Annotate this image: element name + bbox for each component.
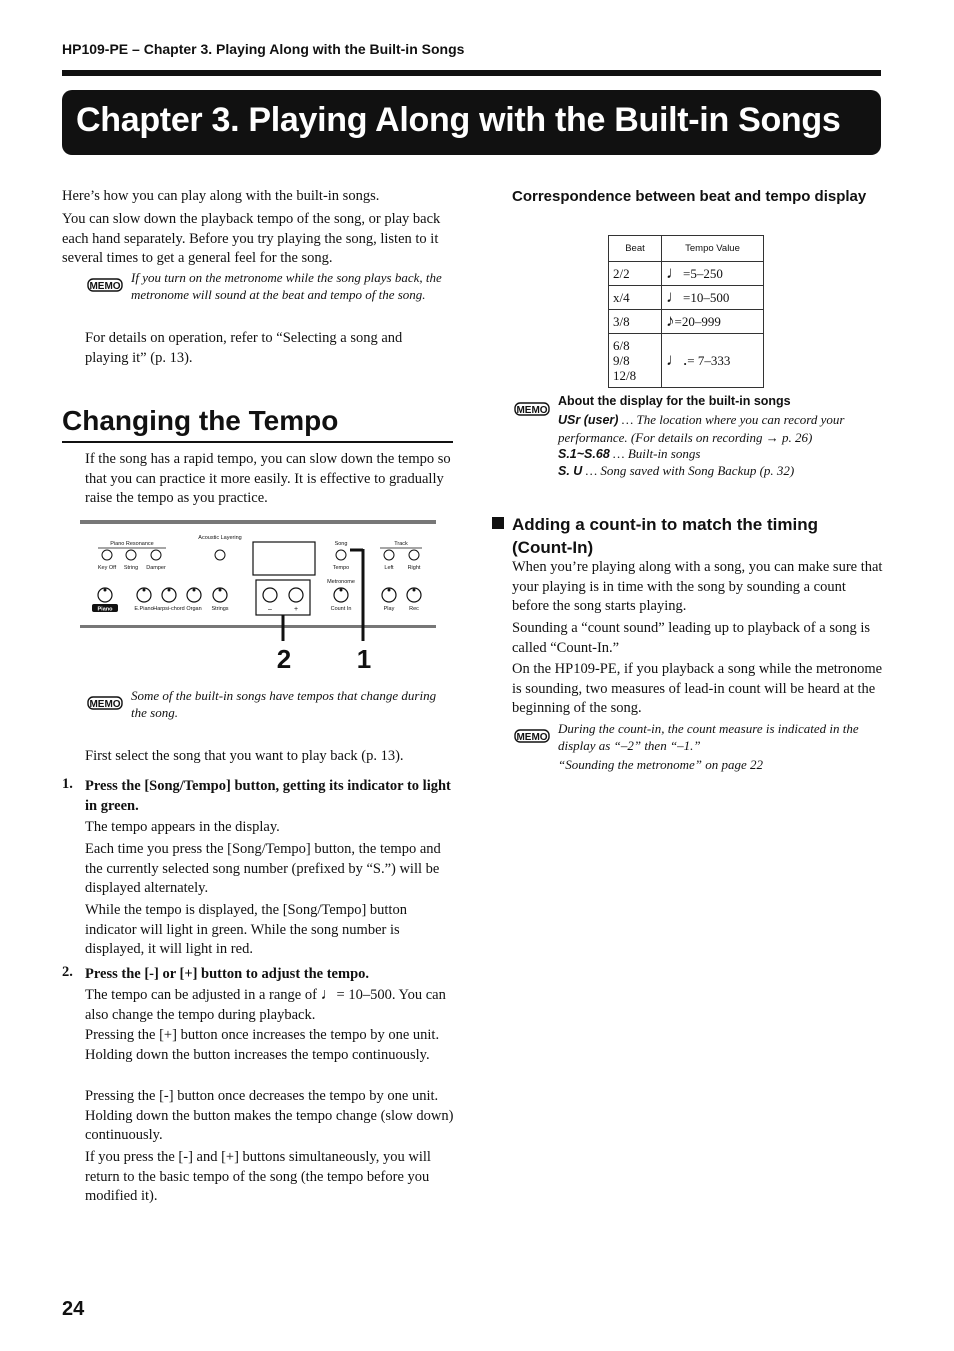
page-number: 24 xyxy=(62,1298,85,1320)
memo-display-backup: S. U … Song saved with Song Backup (p. 32) xyxy=(558,463,795,478)
svg-text:Right: Right xyxy=(407,565,421,571)
header-rule xyxy=(62,70,881,76)
svg-text:Track: Track xyxy=(394,541,408,547)
table-cell-tempo: ♩.= 7–333 xyxy=(662,334,764,388)
square-bullet-icon xyxy=(492,517,504,529)
running-header: HP109-PE – Chapter 3. Playing Along with the Built-in Songs xyxy=(62,41,465,57)
section1-paragraph-2: First select the song that you want to play back (p. 13). xyxy=(85,748,404,764)
chapter-banner xyxy=(62,90,881,155)
svg-text:–: – xyxy=(268,606,272,613)
memo-display-usr: USr (user) … The location where you can record your performance. (For details on recording → p. 26) xyxy=(558,412,845,445)
svg-text:Damper: Damper xyxy=(146,565,166,571)
intro-paragraph-1: Here’s how you can play along with the built-in songs. xyxy=(62,188,380,204)
svg-text:Key Off: Key Off xyxy=(97,565,117,571)
svg-text:Count In: Count In xyxy=(330,606,352,612)
step-1-text-c: While the tempo is displayed, the [Song/Tempo] button indicator will light in green. While the song number is displayed, it will light in red. xyxy=(85,902,407,957)
table-cell-beat: x/4 xyxy=(609,286,662,310)
table-cell-tempo: ♪=20–999 xyxy=(662,310,764,334)
step-1-number: 1. xyxy=(62,776,73,792)
step-1-text-a: The tempo appears in the display. xyxy=(85,819,280,835)
svg-text:Acoustic Layering: Acoustic Layering xyxy=(198,535,242,541)
memo-icon xyxy=(87,277,123,293)
step-2-text-a: The tempo can be adjusted in a range of ♩= 10–500. You can also change the tempo during playback. xyxy=(85,986,446,1023)
svg-text:Organ: Organ xyxy=(186,606,202,612)
svg-text:2: 2 xyxy=(276,644,292,674)
svg-text:Play: Play xyxy=(383,606,395,612)
section2-paragraph-1: When you’re playing along with a song, you can make sure that your playing is in time with the song by sounding a count before the song starts playing. xyxy=(512,559,883,614)
svg-text:Tempo: Tempo xyxy=(332,565,350,571)
memo-icon xyxy=(514,401,550,417)
table-row xyxy=(609,334,764,388)
chapter-title: Chapter 3. Playing Along with the Built-in Songs xyxy=(76,101,841,139)
table-cell-beat: 2/2 xyxy=(609,262,662,286)
table-cell-tempo: ♩=5–250 xyxy=(662,262,764,286)
memo-count-in: During the count-in, the count measure is indicated in the display as “–2” then “–1.” xyxy=(558,721,859,753)
svg-text:MEMO: MEMO xyxy=(516,405,548,416)
table-row xyxy=(609,310,764,334)
svg-text:Rec: Rec xyxy=(409,606,419,612)
svg-text:Piano: Piano xyxy=(97,606,113,613)
svg-text:Piano Resonance: Piano Resonance xyxy=(110,541,154,547)
step-2-text-c: Pressing the [-] button once decreases the tempo by one unit. Holding down the button makes the tempo change (slow down) continuously. xyxy=(85,1088,454,1143)
memo-icon xyxy=(514,728,550,744)
section1-paragraph-1: If the song has a rapid tempo, you can slow down the tempo so that you can practice it more easily. It is effective to gradually raise the tempo as you practice. xyxy=(85,451,451,506)
table-title: Correspondence between beat and tempo display xyxy=(512,188,867,205)
memo-count-in-ref: “Sounding the metronome” on page 22 xyxy=(558,757,763,772)
step-1-heading: Press the [Song/Tempo] button, getting its indicator to light in green. xyxy=(85,778,451,814)
memo-display-builtin: S.1~S.68 … Built-in songs xyxy=(558,446,701,461)
svg-text:MEMO: MEMO xyxy=(89,281,121,292)
intro-paragraph-2: You can slow down the playback tempo of the song, or play back each hand separately. Before you try playing the song, listen to it several times to get a general feel for the song. xyxy=(62,211,441,266)
step-2-text-b: Pressing the [+] button once increases the tempo by one unit. Holding down the button increases the tempo continuously. xyxy=(85,1027,440,1063)
svg-text:1: 1 xyxy=(356,644,372,674)
svg-text:MEMO: MEMO xyxy=(516,732,548,743)
section-heading-count-in: Adding a count-in to match the timing (Count-In) xyxy=(512,515,818,557)
svg-text:Strings: Strings xyxy=(211,606,229,612)
memo-icon xyxy=(87,695,123,711)
svg-text:String: String xyxy=(123,565,139,571)
intro-paragraph-3: For details on operation, refer to “Selecting a song and playing it” (p. 13). xyxy=(85,330,403,366)
memo-display-title: About the display for the built-in songs xyxy=(558,394,791,408)
step-2-text-d: If you press the [-] and [+] buttons simultaneously, you will return to the basic tempo of the song (the tempo before you modified it). xyxy=(85,1149,431,1204)
svg-text:Left: Left xyxy=(384,565,394,571)
memo-text-metronome: If you turn on the metronome while the song plays back, the metronome will sound at the beat and tempo of the song. xyxy=(131,270,442,302)
memo-text-tempos: Some of the built-in songs have tempos that change during the song. xyxy=(131,688,437,720)
section-heading-changing-tempo: Changing the Tempo xyxy=(62,405,453,443)
table-cell-beat: 6/8 9/8 12/8 xyxy=(609,334,662,388)
table-cell-tempo: ♩=10–500 xyxy=(662,286,764,310)
beat-tempo-table xyxy=(608,235,764,388)
step-2-number: 2. xyxy=(62,964,73,980)
section2-paragraph-2: Sounding a “count sound” leading up to playback of a song is called “Count-In.” xyxy=(512,620,871,656)
table-row xyxy=(609,286,764,310)
svg-text:Song: Song xyxy=(334,541,348,547)
svg-text:+: + xyxy=(293,606,299,613)
table-header-beat: Beat xyxy=(609,236,662,262)
table-cell-beat: 3/8 xyxy=(609,310,662,334)
table-row xyxy=(609,262,764,286)
svg-text:E.Piano: E.Piano xyxy=(134,606,154,612)
svg-text:Metronome: Metronome xyxy=(327,579,355,585)
panel-illustration xyxy=(80,520,437,675)
svg-text:MEMO: MEMO xyxy=(89,699,121,710)
section2-paragraph-3: On the HP109-PE, if you playback a song while the metronome is sounding, two measures of lead-in count will be heard at the beginning of the song. xyxy=(512,661,883,716)
step-1-text-b: Each time you press the [Song/Tempo] button, the tempo and the currently selected song number (prefixed by “S.”) will be displayed alternately. xyxy=(85,841,441,896)
svg-text:Harpsi-chord: Harpsi-chord xyxy=(153,606,185,612)
table-header-tempo: Tempo Value xyxy=(662,236,764,262)
step-2-heading: Press the [-] or [+] button to adjust the tempo. xyxy=(85,966,370,982)
